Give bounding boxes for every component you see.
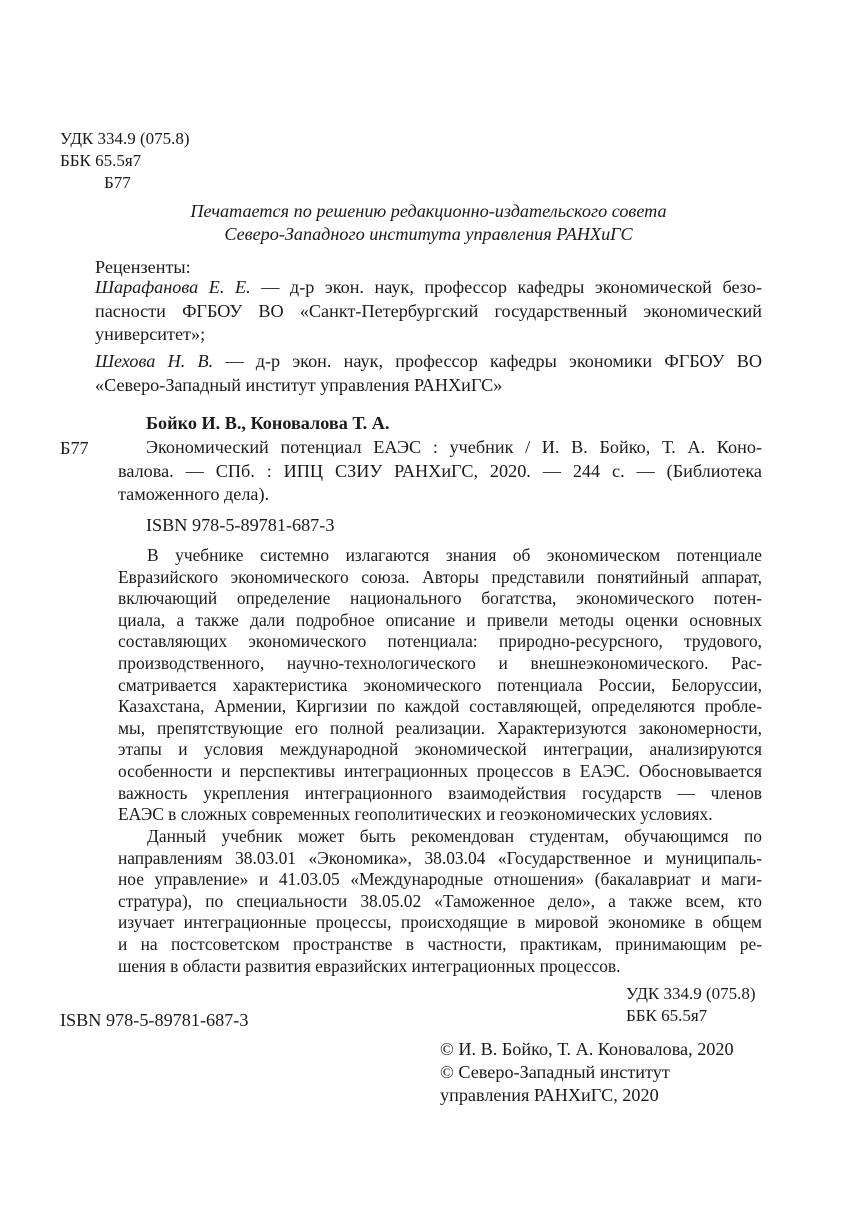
abstract-paragraph-2: Данный учебник может быть рекомендован студентам, обучающимся по направлениям 38.03.01 «Экономика», 38.03.04 «Государственное и муниципаль- ное управление» и 41.03.05 «Международные отношения» (бакалавриат и маги- стратура), по специальности 38.05.02 «Таможенное дело», а также всем, кто изучает интеграционные процессы, происходящие в мировой экономике в общем и на постсоветском пространстве в частности, практикам, принимающим ре- шения в области развития евразийских интеграционных процессов. [118,826,762,976]
reviewers-heading: Рецензенты: [95,257,191,277]
footer-isbn: ISBN 978-5-89781-687-3 [60,1010,249,1030]
copyright-authors: © И. В. Бойко, Т. А. Коновалова, 2020 [440,1039,734,1059]
bib-author-mark: Б77 [60,438,89,458]
copyright-institute: © Северо-Западный институт [440,1062,670,1082]
publication-note-line-2: Северо-Западного института управления РАНХиГС [224,224,633,244]
reviewer-1-name: Шарафанова Е. Е. [95,277,251,297]
abstract-paragraph-1: В учебнике системно излагаются знания об экономическом потенциале Евразийского экономического союза. Авторы представили понятийный аппарат, включающий определение национального богатства, экономического потен- циала, а также дали подробное описание и привели методы оценки основных составляющих экономического потенциала: природно-ресурсного, трудового, производственного, научно-технологического и внешнеэкономического. Рас- сматривается характеристика экономического потенциала России, Белоруссии, Казахстана, Армении, Киргизии по каждой составляющей, определяются пробле- мы, препятствующие его полной реализации. Характеризуются закономерности, этапы и условия международной экономической интеграции, анализируются особенности и перспективы интеграционных процессов в ЕАЭС. Обосновывается важность укрепления интеграционного взаимодействия государств — членов ЕАЭС в сложных современных геополитических и геоэкономических условиях. [118,545,762,825]
bbk-code: ББК 65.5я7 [60,151,142,170]
author-mark: Б77 [104,173,131,192]
footer-udk-code: УДК 334.9 (075.8) [626,984,756,1003]
bib-description: Экономический потенциал ЕАЭС : учебник / И. В. Бойко, Т. А. Коно- валова. — СПб. : ИПЦ СЗИУ РАНХиГС, 2020. — 244 с. — (Библиотека таможенного дела). [118,437,762,504]
bib-isbn: ISBN 978-5-89781-687-3 [146,515,335,535]
reviewer-1: Шарафанова Е. Е. — д-р экон. наук, профессор кафедры экономической безо- пасности ФГБОУ ВО «Санкт-Петербургский государственный экономический университет»; [95,277,762,344]
book-authors: Бойко И. В., Коновалова Т. А. [146,413,390,433]
footer-bbk-code: ББК 65.5я7 [626,1006,708,1025]
publication-note-line-1: Печатается по решению редакционно-издательского совета [190,201,667,221]
copyright-institute-cont: управления РАНХиГС, 2020 [440,1085,659,1105]
reviewer-2-name: Шехова Н. В. [95,351,214,371]
reviewer-2: Шехова Н. В. — д-р экон. наук, профессор кафедры экономики ФГБОУ ВО «Северо-Западный институт управления РАНХиГС» [95,351,763,395]
udk-code: УДК 334.9 (075.8) [60,129,190,148]
